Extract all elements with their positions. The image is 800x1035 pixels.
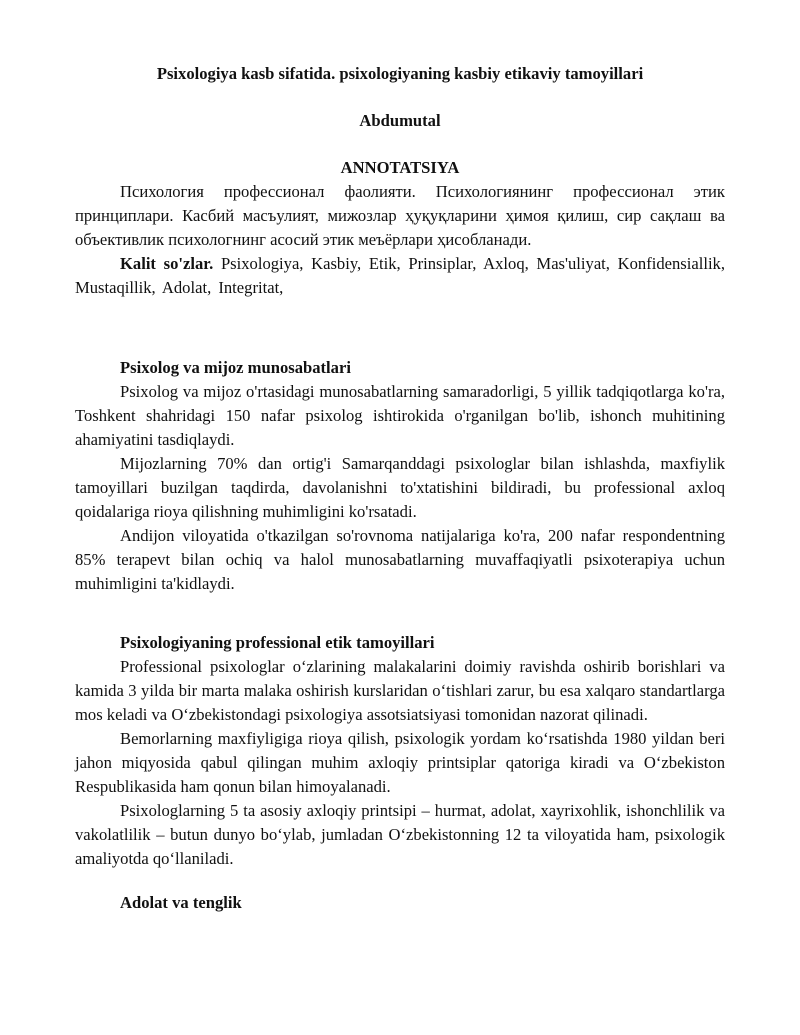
keywords-label: Kalit so'zlar.	[120, 254, 214, 273]
document-title: Psixologiya kasb sifatida. psixologiyaning kasbiy etikaviy tamoyillari	[156, 64, 644, 83]
section-heading-ethical-principles: Psixologiyaning professional etik tamoyillari	[120, 633, 435, 652]
section2-paragraph-3: Psixologlarning 5 ta asosiy axloqiy printsipi – hurmat, adolat, xayrixohlik, ishonchlilik va vakolatlilik – butun dunyo boʻylab, jumladan Oʻzbekistonning 12 ta viloyatida ham, psixologik amaliyotda qoʻllaniladi.	[75, 801, 725, 868]
section2-paragraph-1: Professional psixologlar oʻzlarining malakalarini doimiy ravishda oshirib borishlari va kamida 3 yilda bir marta malaka oshirish kurslaridan oʻtishlari zarur, bu esa xalqaro standartlarga mos keladi va Oʻzbekistondagi psixologiya assotsiatsiyasi tomonidan nazorat qilinadi.	[75, 657, 725, 724]
author-name: Abdumutal	[359, 111, 441, 130]
keywords-list: Psixologiya, Kasbiy, Etik, Prinsiplar, Axloq, Mas'uliyat, Konfidensiallik, Mustaqillik, Adolat, Integritat,	[75, 254, 725, 297]
section-heading-justice-equality: Adolat va tenglik	[120, 893, 242, 912]
section-heading-client-relations: Psixolog va mijoz munosabatlari	[120, 358, 351, 377]
annotation-heading: ANNOTATSIYA	[340, 158, 460, 177]
section1-paragraph-1: Psixolog va mijoz o'rtasidagi munosabatlarning samaradorligi, 5 yillik tadqiqotlarga ko'ra, Toshkent shahridagi 150 nafar psixolog ishtirokida o'rganilgan bo'lib, ishonch muhitining ahamiyatini tasdiqlaydi.	[75, 382, 725, 449]
keywords-paragraph	[75, 252, 725, 300]
section2-paragraph-2: Bemorlarning maxfiyligiga rioya qilish, psixologik yordam koʻrsatishda 1980 yildan beri jahon miqyosida qabul qilingan muhim axloqiy printsiplar qatoriga kiradi va Oʻzbekiston Respublikasida ham qonun bilan himoyalanadi.	[75, 729, 725, 796]
document-page	[75, 62, 725, 915]
section1-paragraph-3: Andijon viloyatida o'tkazilgan so'rovnoma natijalariga ko'ra, 200 nafar respondentning 85% terapevt bilan ochiq va halol munosabatlarning muvaffaqiyatli psixoterapiya uchun muhimligini ta'kidlaydi.	[75, 526, 725, 593]
section1-paragraph-2: Mijozlarning 70% dan ortig'i Samarqanddagi psixologlar bilan ishlashda, maxfiylik tamoyillari buzilgan taqdirda, davolanishni to'xtatishini bildiradi, bu professional axloq qoidalariga rioya qilishning muhimligini ko'rsatadi.	[75, 454, 725, 521]
annotation-text: Психология профессионал фаолияти. Психологиянинг профессионал этик принциплари. Касбий масъулият, мижозлар ҳуқуқларини ҳимоя қилиш, сир сақлаш ва объективлик психологнинг асосий этик меъёрлари ҳисобланади.	[75, 182, 725, 249]
